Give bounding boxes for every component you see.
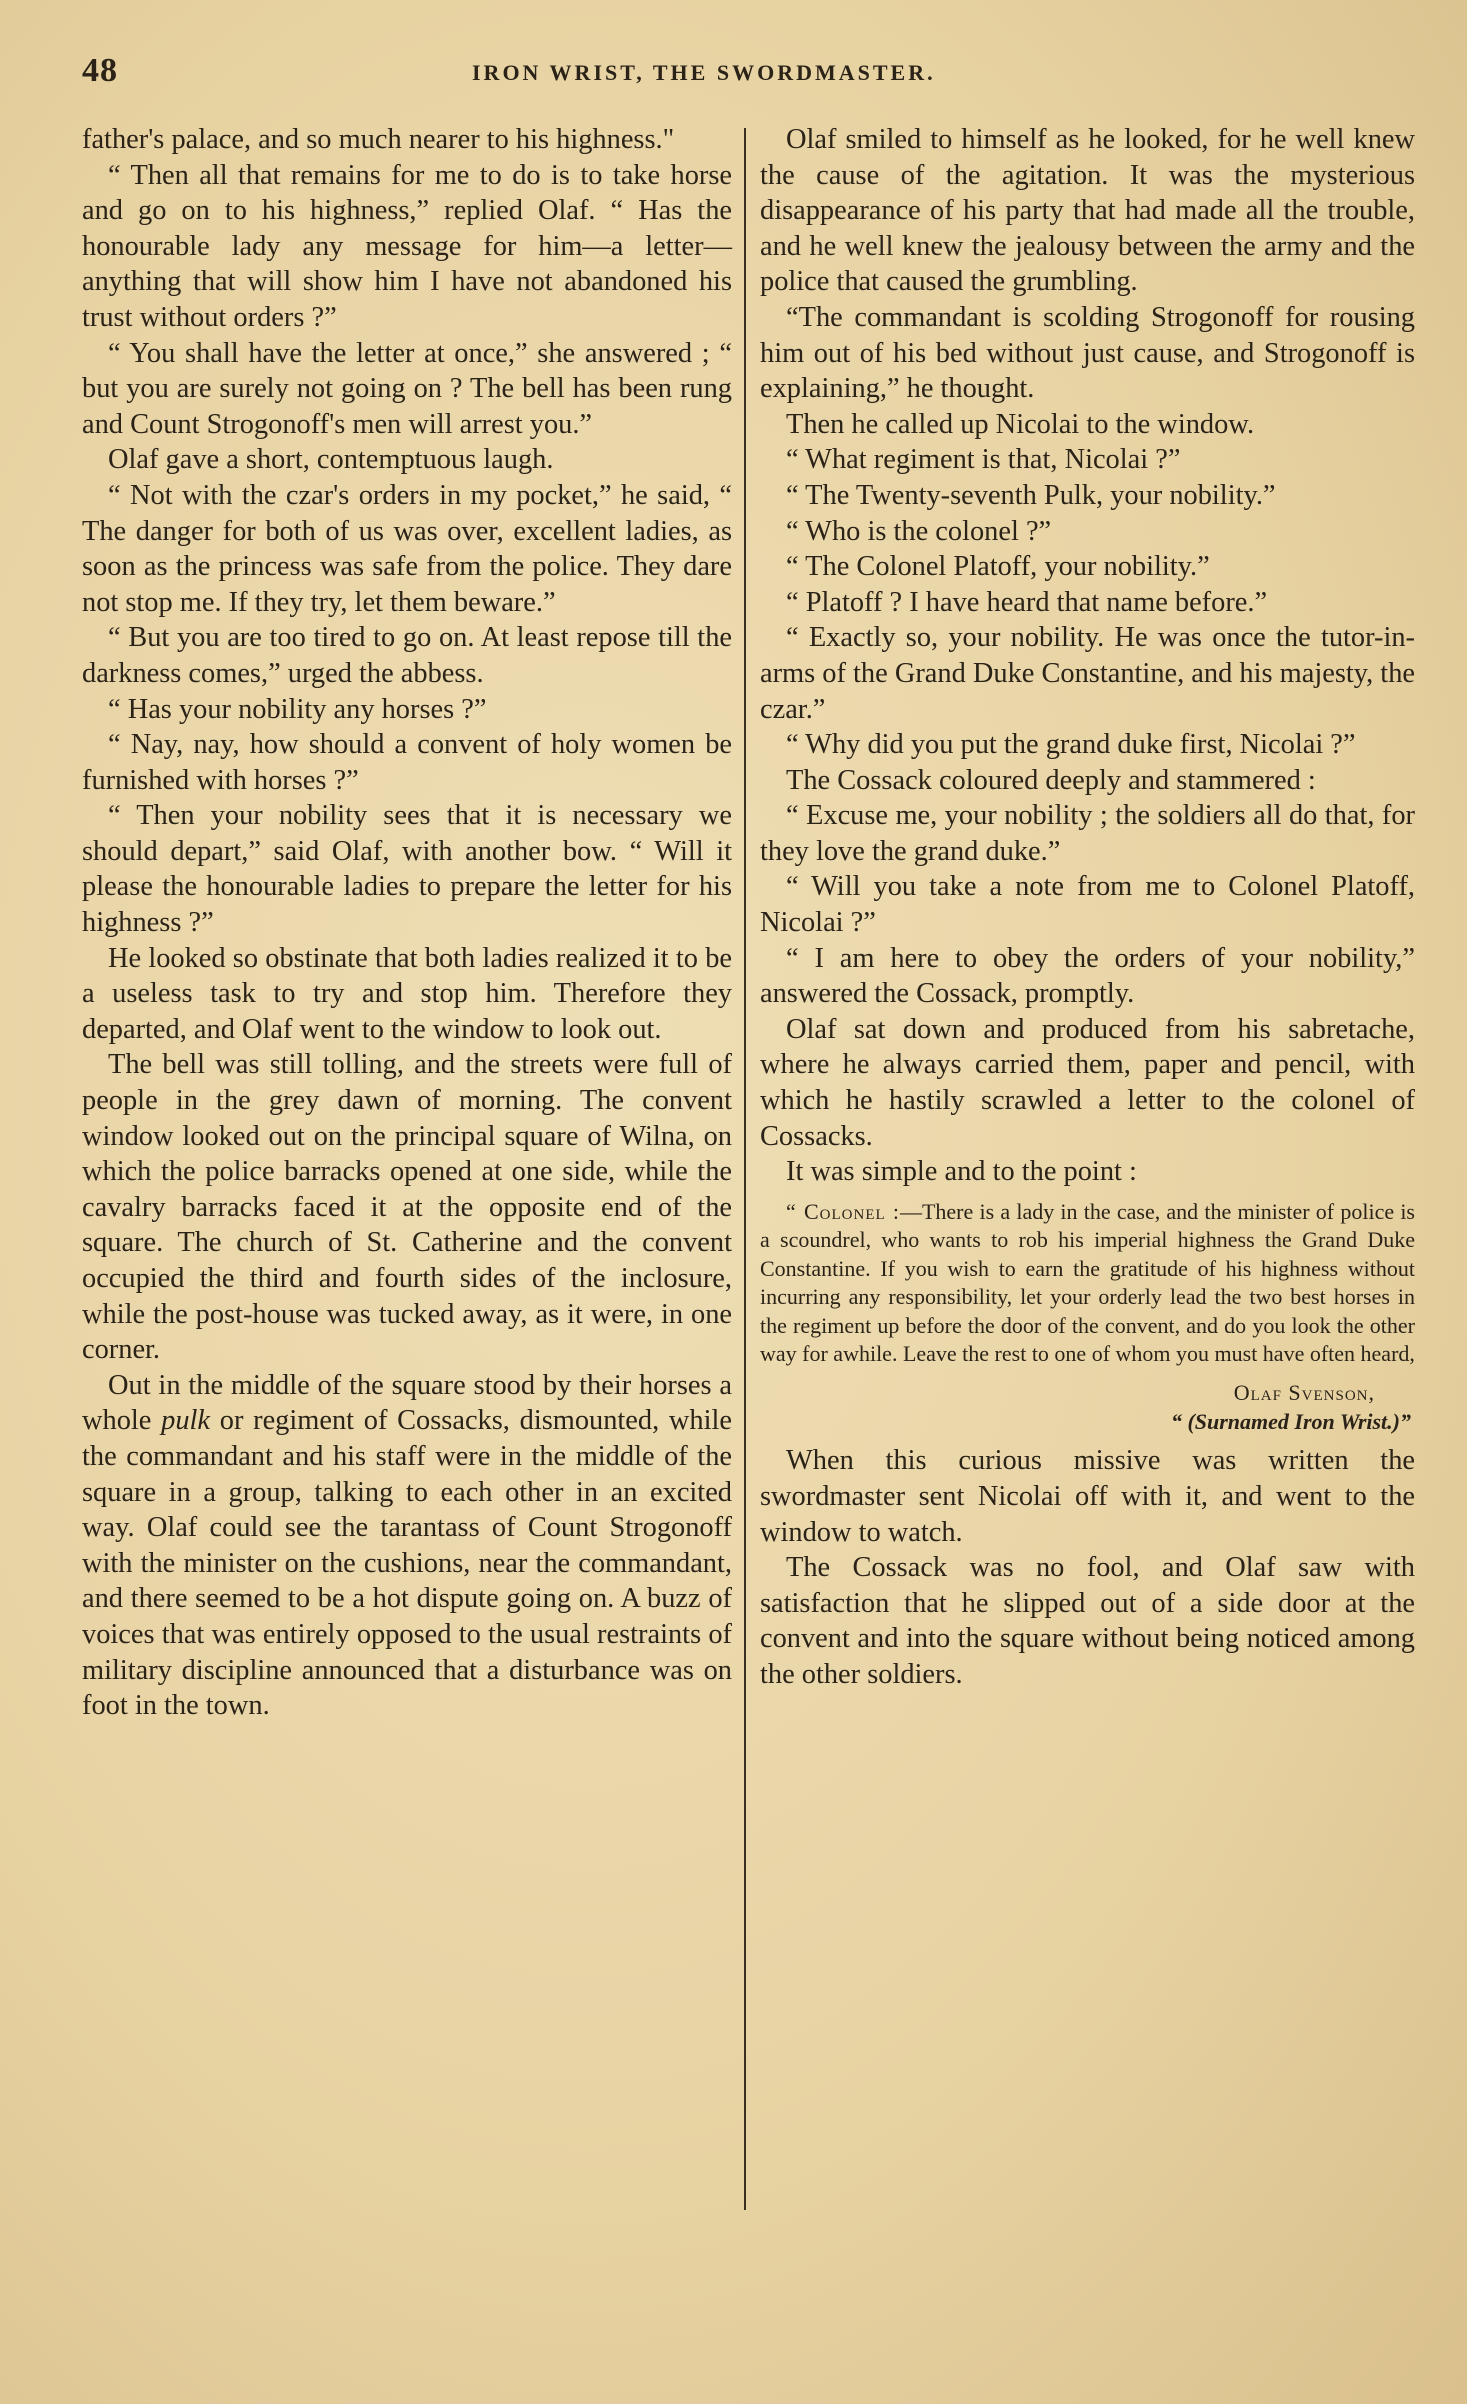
signature-note: “ (Surnamed Iron Wrist.)” [1170,1409,1411,1435]
paragraph: It was simple and to the point : [786,1156,1137,1188]
paragraph: “ Excuse me, your nobility ; the soldiers all do that, for they love the grand duke.” [760,800,1415,867]
paragraph: “ The Colonel Platoff, your nobility.” [786,551,1210,583]
paragraph: “ The Twenty-seventh Pulk, your nobility.” [786,479,1276,511]
right-column [760,122,1415,1692]
paragraph: The bell was still tolling, and the streets were full of people in the grey dawn of morning. The convent window looked out on the principal square of Wilna, on which the police barracks opened at one side, while the cavalry barracks faced it at the opposite end of the square. The church of St. Catherine and the convent occupied the third and fourth sides of the inclosure, while the post-house was tucked away, as it were, in one corner. [82,1049,732,1366]
paragraph: “ Who is the colonel ?” [786,515,1052,547]
paragraph: Olaf smiled to himself as he looked, for he well knew the cause of the agitation. It was the mysterious disappearance of his party that had made all the trouble, and he well knew the jealousy between the army and the police that caused the grumbling. [760,124,1415,298]
paragraph-text: or regiment of Cossacks, dismounted, while the commandant and his staff were in the middle of the square in a group, talking to each other in an excited way. Olaf could see the tarantass of Count Strogonoff with the minister on the cushions, near the commandant, and there seemed to be a hot dispute going on. A buzz of voices that was entirely opposed to the usual restraints of military discipline announced that a disturbance was on foot in the town. [82,1405,732,1722]
letter-body [760,1198,1415,1369]
paragraph: “ Platoff ? I have heard that name before.” [786,586,1268,618]
paragraph: “ But you are too tired to go on. At least repose till the darkness comes,” urged the abbess. [82,622,732,689]
paragraph: “ Why did you put the grand duke first, Nicolai ?” [786,729,1356,761]
paragraph: Olaf sat down and produced from his sabretache, where he always carried them, paper and pencil, with which he hastily scrawled a letter to the colonel of Cossacks. [760,1013,1415,1152]
paragraph: “ Then all that remains for me to do is to take horse and go on to his highness,” replied Olaf. “ Has the honourable lady any message for him—a letter—anything that will show him I have not abandoned his trust without orders ?” [82,159,732,333]
italic-word: pulk [161,1405,211,1437]
left-column [82,122,732,1724]
running-title: IRON WRIST, THE SWORDMASTER. [472,60,936,85]
paragraph: The Cossack coloured deeply and stammered : [786,764,1316,796]
column-divider [744,128,746,2210]
paragraph: “ Not with the czar's orders in my pocket,” he said, “ The danger for both of us was over, excellent ladies, as soon as the princess was safe from the police. They dare not stop me. If they try, let them beware.” [82,479,732,618]
page-number: 48 [82,52,118,89]
paragraph: “ I am here to obey the orders of your nobility,” answered the Cossack, promptly. [760,942,1415,1010]
paragraph: Then he called up Nicolai to the window. [786,408,1255,440]
page-header [82,52,1422,92]
paragraph: “The commandant is scolding Strogonoff for rousing him out of his bed without just cause, and Strogonoff is explaining,” he thought. [760,301,1415,405]
letter-text: —There is a lady in the case, and the minister of police is a scoundrel, who wants to rob his imperial highness the Grand Duke Constantine. If you wish to earn the gratitude of his highness without incurring any responsibility, let your orderly lead the two best horses in the regiment up before the door of the convent, and do you look the other way for awhile. Leave the rest to one of whom you must have often heard, [760,1198,1415,1367]
paragraph: He looked so obstinate that both ladies realized it to be a useless task to try and stop him. Therefore they departed, and Olaf went to the window to look out. [82,942,732,1045]
paragraph: “ Will you take a note from me to Colonel Platoff, Nicolai ?” [760,871,1415,939]
paragraph: “ What regiment is that, Nicolai ?” [786,444,1181,476]
paragraph: Olaf gave a short, contemptuous laugh. [108,444,554,476]
paragraph: father's palace, and so much nearer to his highness." [82,124,675,155]
paragraph: “ You shall have the letter at once,” she answered ; “ but you are surely not going on ? The bell has been rung and Count Strogonoff's men will arrest you.” [82,337,732,440]
paragraph: “ Nay, nay, how should a convent of holy women be furnished with horses ?” [82,729,732,796]
signature-name: Olaf Svenson, [1233,1379,1375,1405]
letter-signature [760,1379,1415,1408]
paragraph: “ Has your nobility any horses ?” [108,693,487,725]
letter-salutation: “ Colonel : [786,1198,900,1224]
paragraph: When this curious missive was written the swordmaster sent Nicolai off with it, and went to the window to watch. [760,1445,1415,1548]
paragraph-with-italic [82,1368,732,1724]
paragraph: “ Exactly so, your nobility. He was once the tutor-in-arms of the Grand Duke Constantine, and his majesty, the czar.” [760,622,1415,725]
paragraph: The Cossack was no fool, and Olaf saw with satisfaction that he slipped out of a side door at the convent and into the square without being noticed among the other soldiers. [760,1552,1415,1690]
paragraph: “ Then your nobility sees that it is necessary we should depart,” said Olaf, with another bow. “ Will it please the honourable ladies to prepare the letter for his highness ?” [82,800,732,939]
paragraph-text: Out in the middle of the square stood by their horses a whole [82,1369,732,1437]
